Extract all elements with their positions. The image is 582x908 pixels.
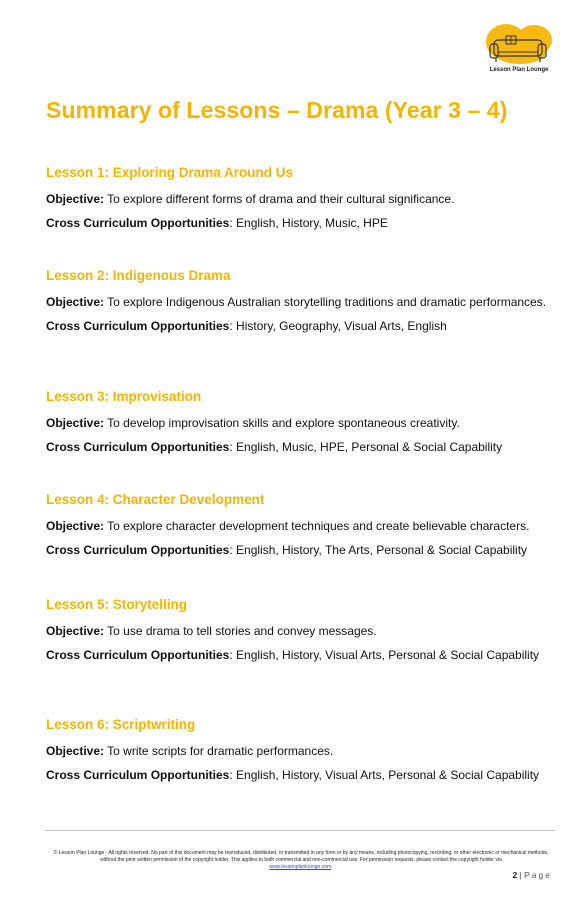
lesson-objective [46, 743, 551, 760]
lesson-heading: Lesson 3: Improvisation [46, 389, 202, 404]
lesson-objective [46, 415, 551, 432]
lesson-heading: Lesson 6: Scriptwriting [46, 717, 196, 732]
page-number [512, 870, 552, 880]
lesson-heading: Lesson 1: Exploring Drama Around Us [46, 165, 294, 180]
lesson-heading: Lesson 5: Storytelling [46, 597, 188, 612]
objective-label: Objective: [46, 295, 105, 309]
website-link[interactable]: www.lessonplanlounge.com [269, 864, 332, 870]
objective-label: Objective: [46, 519, 105, 533]
lesson-cross-curriculum [46, 647, 551, 664]
copyright-text: © Lesson Plan Lounge - All rights reserved. No part of this document may be reproduced, distributed, or transmitted in any form or by any means, including photocopying, recording, or other electronic or mechanical methods, without the prior written permission of the copyright holder. This applies to both commercial and non-commercial use. For permission requests, please contact the copyright holder via [53, 850, 549, 863]
cross-label: Cross Curriculum Opportunities [46, 319, 230, 333]
lesson-1 [46, 165, 551, 239]
lesson-2 [46, 268, 551, 342]
lesson-objective [46, 518, 551, 535]
lesson-heading: Lesson 2: Indigenous Drama [46, 268, 231, 283]
objective-text: To explore different forms of drama and their cultural significance. [107, 192, 455, 206]
cross-text: : English, Music, HPE, Personal & Social Capability [229, 440, 503, 454]
couch-logo-icon [484, 22, 554, 72]
lesson-6 [46, 717, 551, 791]
lesson-objective [46, 623, 551, 640]
lesson-cross-curriculum [46, 767, 551, 784]
lesson-objective [46, 191, 551, 208]
footer-copyright [50, 850, 552, 871]
footer-divider [44, 830, 556, 831]
objective-label: Objective: [46, 192, 105, 206]
objective-label: Objective: [46, 416, 105, 430]
page-number-value: 2 [512, 870, 518, 880]
page-title: Summary of Lessons – Drama (Year 3 – 4) [46, 97, 508, 123]
lesson-objective [46, 294, 551, 311]
link-suffix: . [331, 864, 333, 870]
objective-label: Objective: [46, 744, 105, 758]
cross-text: : English, History, Visual Arts, Personal & Social Capability [229, 768, 540, 782]
lesson-cross-curriculum [46, 215, 551, 232]
cross-label: Cross Curriculum Opportunities [46, 768, 230, 782]
objective-text: To write scripts for dramatic performances. [107, 744, 334, 758]
cross-text: : English, History, Music, HPE [229, 216, 388, 230]
cross-label: Cross Curriculum Opportunities [46, 648, 230, 662]
cross-label: Cross Curriculum Opportunities [46, 216, 230, 230]
cross-text: : English, History, The Arts, Personal & Social Capability [229, 543, 528, 557]
lesson-4 [46, 492, 551, 566]
page-separator: | [519, 870, 522, 880]
lesson-3 [46, 389, 551, 463]
objective-text: To explore character development techniques and create believable characters. [107, 519, 530, 533]
objective-text: To use drama to tell stories and convey messages. [107, 624, 377, 638]
lesson-cross-curriculum [46, 318, 551, 335]
lesson-5 [46, 597, 551, 671]
objective-text: To develop improvisation skills and explore spontaneous creativity. [107, 416, 460, 430]
lesson-cross-curriculum [46, 542, 551, 559]
cross-text: : History, Geography, Visual Arts, English [229, 319, 447, 333]
objective-text: To explore Indigenous Australian storytelling traditions and dramatic performances. [107, 295, 547, 309]
lesson-heading: Lesson 4: Character Development [46, 492, 265, 507]
page-word: Page [524, 870, 552, 880]
cross-label: Cross Curriculum Opportunities [46, 543, 230, 557]
objective-label: Objective: [46, 624, 105, 638]
lesson-cross-curriculum [46, 439, 551, 456]
logo-text: Lesson Plan Lounge [489, 67, 549, 73]
cross-label: Cross Curriculum Opportunities [46, 440, 230, 454]
cross-text: : English, History, Visual Arts, Personal & Social Capability [229, 648, 540, 662]
